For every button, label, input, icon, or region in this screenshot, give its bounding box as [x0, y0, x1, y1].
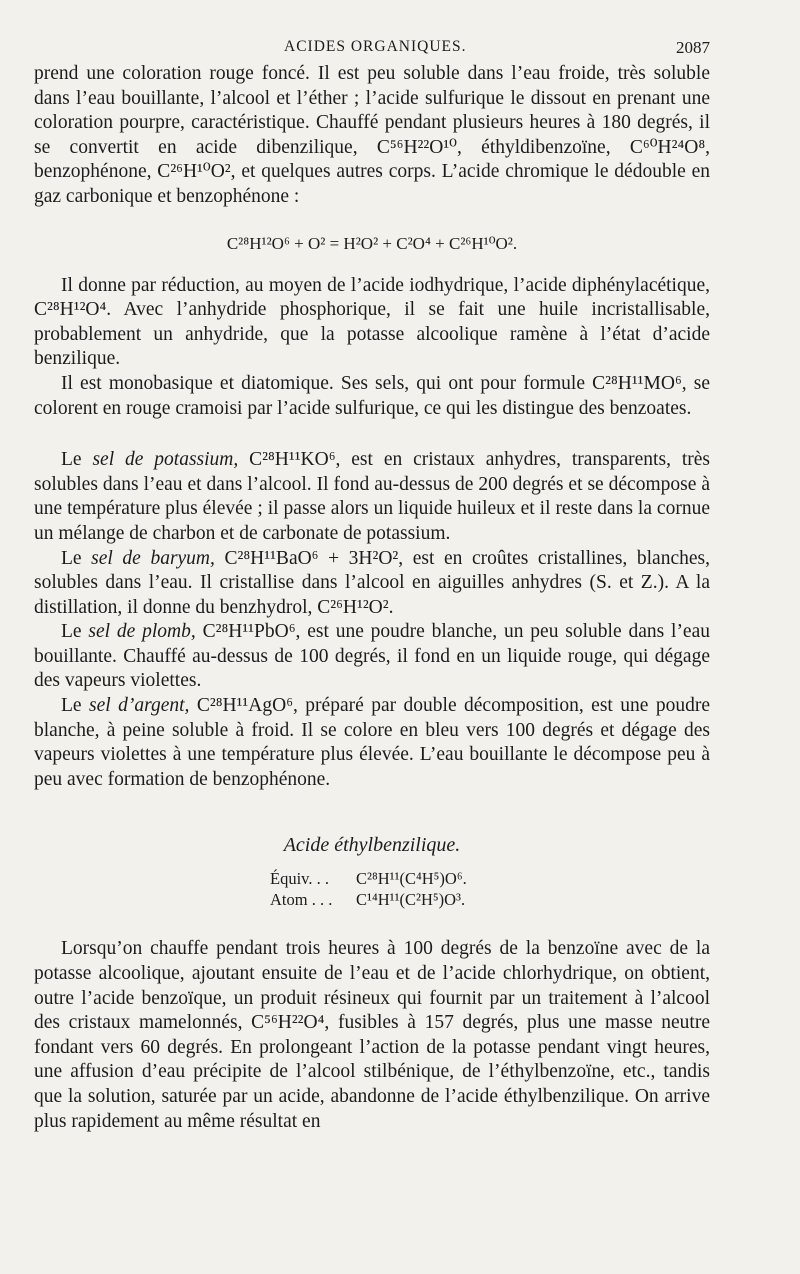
salt-term: sel de potassium,: [92, 449, 239, 471]
paragraph-lead-salt: [34, 620, 710, 694]
salt-term: sel de baryum,: [91, 547, 215, 569]
salt-term: sel de plomb,: [88, 621, 196, 643]
salt-description: C²⁸H¹¹PbO⁶, est une poudre blanche, un peu soluble dans l’eau bouillante. Chauffé au-dessus de 100 degrés, il fond en un liquide rouge, qui dégage des vapeurs violettes.: [34, 621, 710, 692]
lead-text: Le: [61, 547, 92, 569]
paragraph-monobasic: Il est monobasique et diatomique. Ses sels, qui ont pour formule C²⁸H¹¹MO⁶, se colorent en rouge cramoisi par l’acide sulfurique, ce qui les distingue des benzoates.: [34, 372, 710, 419]
equation: C²⁸H¹²O⁶ + O² = H²O² + C²O⁴ + C²⁶H¹⁰O².: [226, 233, 518, 253]
paragraph-reduction: Il donne par réduction, au moyen de l’acide iodhydrique, l’acide diphénylacétique, C²⁸H¹²O⁴. Avec l’anhydride phosphorique, il se fait une huile incristallisable, probablement un anhydride, que la potasse alcoolique ramène à l’état d’acide benzilique.: [34, 274, 710, 370]
running-header: [34, 30, 710, 62]
lead-text: Le: [61, 449, 93, 471]
salt-description: C²⁸H¹¹KO⁶, est en cristaux anhydres, transparents, très solubles dans l’eau et dans l’alcool. Il fond au-dessus de 200 degrés et se décompose à une température plus élevée ; il passe alors un liquide huileux et il reste dans la cornue un mélange de charbon et de carbonate de potassium.: [34, 449, 710, 544]
running-title: ACIDES ORGANIQUES.: [284, 38, 467, 55]
paragraph-silver-salt: [34, 694, 710, 792]
formula-row-equiv: [270, 868, 710, 889]
paragraph-continuation: prend une coloration rouge foncé. Il est peu soluble dans l’eau froide, très soluble dans l’eau bouillante, l’alcool et l’éther ; l’acide sulfurique le dissout en prenant une coloration pourpre, caractéristique. Chauffé pendant plusieurs heures à 180 degrés, il se convertit en acide dibenzilique, C⁵⁶H²²O¹⁰, éthyldibenzoïne, C⁶⁰H²⁴O⁸, benzophénone, C²⁶H¹⁰O², et quelques autres corps. L’acide chromique le dédouble en gaz carbonique et benzophénone :: [34, 63, 710, 207]
formula-label: Atom . . .: [270, 890, 333, 910]
page: [34, 30, 710, 1134]
page-number: 2087: [676, 38, 710, 57]
salt-description: C²⁸H¹¹AgO⁶, préparé par double décomposition, est une poudre blanche, à peine soluble à froid. Il se colore en bleu vers 100 degrés et dégage des vapeurs violettes à une température plus élevée. L’eau bouillante le décompose peu à peu avec formation de benzophénone.: [34, 695, 710, 790]
formula-value: C²⁸H¹¹(C⁴H⁵)O⁶.: [356, 869, 467, 889]
paragraph-barium-salt: [34, 547, 710, 621]
paragraph-preparation: Lorsqu’on chauffe pendant trois heures à 100 degrés de la benzoïne avec de la potasse alcoolique, ajoutant ensuite de l’eau et de l’acide chlorhydrique, on obtient, outre l’acide benzoïque, un produit résineux qui fournit par un traitement à l’alcool des cristaux mamelonnés, C⁵⁶H²²O⁴, fusibles à 157 degrés, plus une masse neutre fondant vers 60 degrés. En prolongeant l’action de la potasse pendant vingt heures, une affusion d’eau précipite de l’alcool stilbénique, de l’éthylbenzoïne, etc., tandis que la solution, saturée par un acide, abandonne de l’acide éthylbenzilique. On arrive plus rapidement au même résultat en: [34, 938, 710, 1132]
salt-description: C²⁸H¹¹BaO⁶ + 3H²O², est en croûtes cristallines, blanches, solubles dans l’eau. Il cristallise dans l’alcool en aiguilles anhydres (S. et Z.). A la distillation, il donne du benzhydrol, C²⁶H¹²O².: [34, 547, 710, 618]
formula-value: C¹⁴H¹¹(C²H⁵)O³.: [356, 890, 466, 910]
paragraph-potassium-salt: [34, 448, 710, 546]
formula-label: Équiv. . .: [270, 869, 329, 889]
salt-term: sel d’argent,: [89, 695, 190, 717]
formula-row-atom: [270, 889, 710, 910]
section-heading: Acide éthylbenzilique.: [283, 834, 461, 857]
formula-block: [270, 868, 710, 910]
lead-text: Le: [61, 621, 89, 643]
lead-text: Le: [61, 695, 90, 717]
